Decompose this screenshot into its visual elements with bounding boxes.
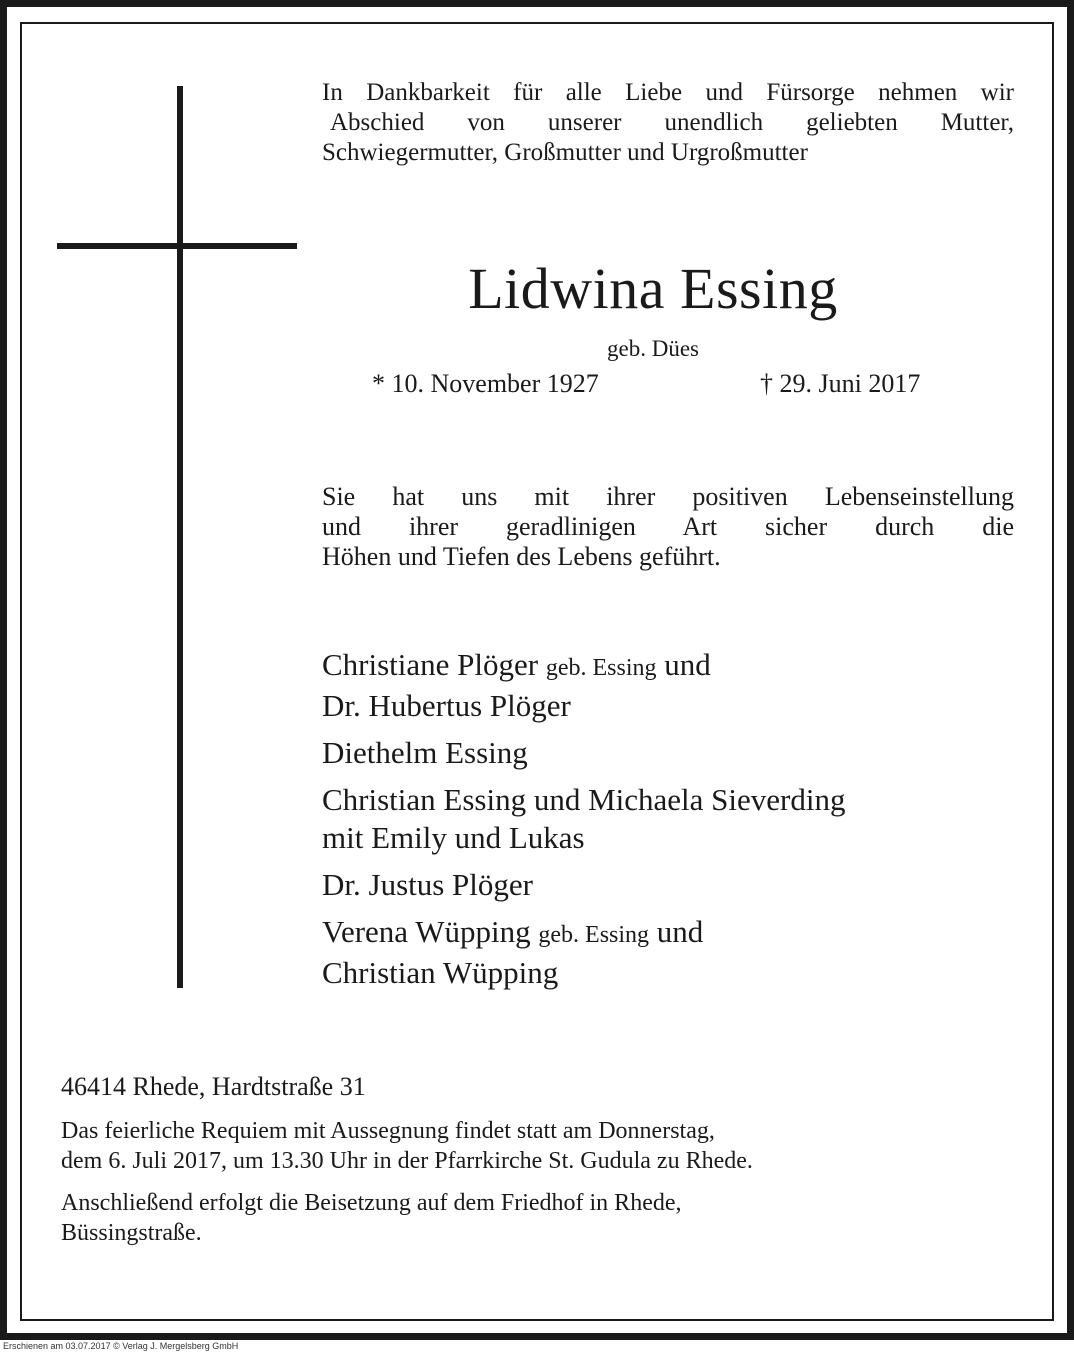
intro-line: In Dankbarkeit für alle Liebe und Fürsorge nehmen wir [322,79,1014,106]
family-list [322,646,845,1001]
death-date: † 29. Juni 2017 [760,369,921,398]
intro-line: Schwiegermutter, Großmutter und Urgroßmutter [322,139,808,166]
burial-line: Anschließend erfolgt die Beisetzung auf dem Friedhof in Rhede, [61,1190,682,1216]
birth-date: * 10. November 1927 [372,369,599,398]
birth-name: geb. Dües [607,336,699,361]
family-suffix: und [664,647,711,682]
family-name: Christiane Plöger [322,647,539,682]
family-second-line: Dr. Hubertus Plöger [322,688,571,723]
burial-info [61,1188,961,1248]
family-line [322,913,845,954]
family-entry [322,781,845,857]
family-entry [322,646,845,725]
requiem-info [61,1116,961,1176]
tribute-line: Höhen und Tiefen des Lebens geführt. [322,542,721,571]
family-note: geb. Essing [545,655,657,681]
requiem-line: Das feierliche Requiem mit Aussegnung findet statt am Donnerstag, [61,1118,715,1144]
family-name: Dr. Justus Plöger [322,867,533,902]
family-entry [322,913,845,992]
tribute-line: und ihrer geradlinigen Art sicher durch die [322,512,1014,541]
family-second-line: Christian Wüpping [322,955,559,990]
family-name: Verena Wüpping [322,914,531,949]
deceased-name: Lidwina Essing [468,256,838,321]
family-name: Diethelm Essing [322,735,528,770]
tribute-text [322,482,1014,572]
family-entry [322,866,845,904]
requiem-line: dem 6. Juli 2017, um 13.30 Uhr in der Pfarrkirche St. Gudula zu Rhede. [61,1148,753,1174]
family-name: Christian Essing und Michaela Sieverding [322,782,846,817]
intro-line: Abschied von unserer unendlich geliebten Mutter, [330,109,1014,136]
publication-credit: Erschienen am 03.07.2017 © Verlag J. Mergelsberg GmbH [3,1341,239,1351]
family-entry [322,734,845,772]
address: 46414 Rhede, Hardtstraße 31 [61,1072,366,1101]
family-line [322,646,845,687]
burial-line: Büssingstraße. [61,1220,202,1246]
footer-info [61,1072,961,1260]
cross-icon-vertical [177,86,183,988]
tribute-line: Sie hat uns mit ihrer positiven Lebenseinstellung [322,482,1014,511]
family-second-line: mit Emily und Lukas [322,820,585,855]
cross-icon-horizontal [57,243,297,249]
intro-text [322,78,1014,168]
family-note: geb. Essing [538,922,650,948]
family-suffix: und [656,914,704,949]
